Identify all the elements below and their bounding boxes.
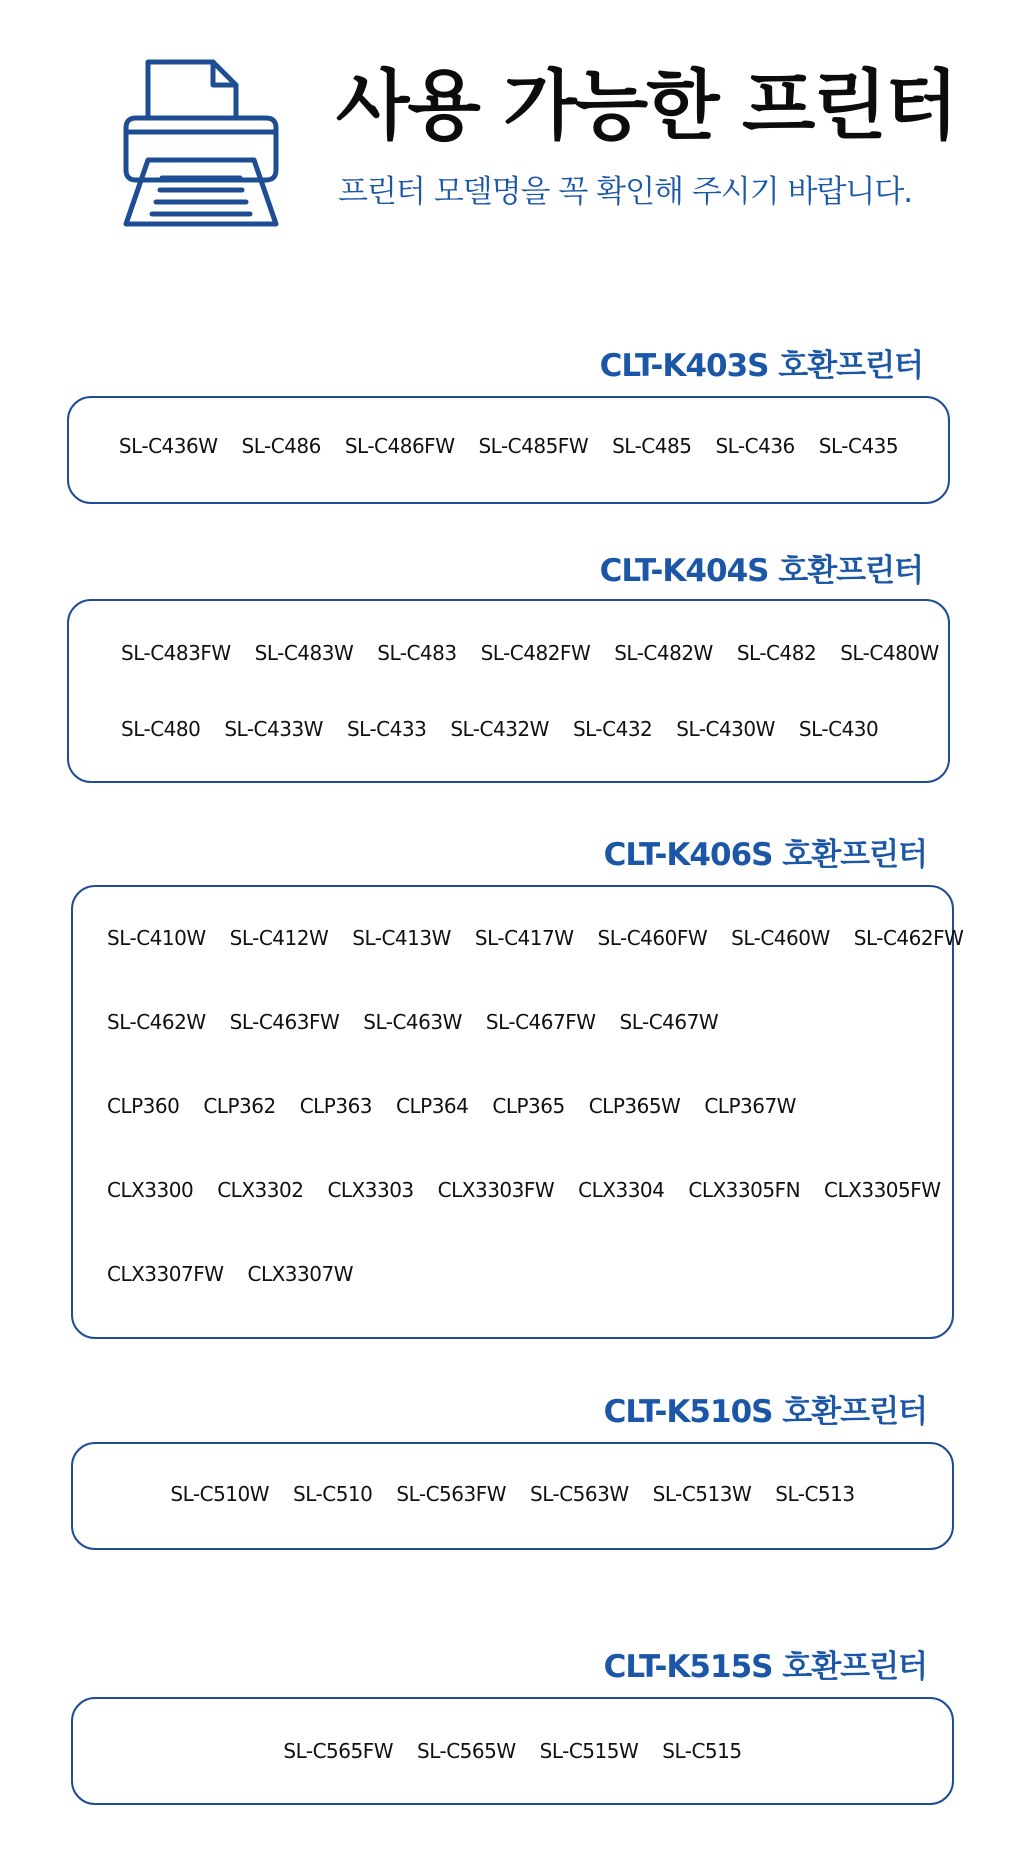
printer-model: SL-C486FW	[344, 434, 455, 458]
printer-model: SL-C485	[612, 434, 692, 458]
printer-model: SL-C410W	[107, 926, 206, 950]
printer-model: SL-C430	[798, 717, 879, 741]
printer-row	[73, 1178, 952, 1202]
section-title: CLT-K515S 호환프린터	[603, 1649, 927, 1685]
printer-model: CLX3302	[217, 1178, 304, 1202]
printer-model: SL-C436	[715, 434, 795, 458]
printer-model: SL-C486	[241, 434, 321, 458]
printer-row	[73, 1262, 952, 1286]
printer-model: SL-C436W	[118, 434, 218, 458]
printer-model: SL-C432W	[450, 717, 549, 741]
printer-model: SL-C513W	[652, 1482, 752, 1506]
printer-model: SL-C460W	[731, 926, 830, 950]
printer-model: SL-C463W	[363, 1010, 462, 1034]
printer-list-box	[67, 396, 950, 504]
printer-icon	[118, 58, 284, 228]
section-clt-k515s	[0, 1647, 1015, 1807]
printer-model: SL-C510W	[170, 1482, 270, 1506]
printer-row	[73, 1739, 952, 1763]
printer-model: SL-C462FW	[853, 926, 964, 950]
printer-model: SL-C463FW	[229, 1010, 340, 1034]
printer-model: SL-C413W	[352, 926, 451, 950]
printer-model: CLP364	[396, 1094, 469, 1118]
printer-model: SL-C563FW	[396, 1482, 506, 1506]
printer-model: SL-C433W	[224, 717, 323, 741]
printer-model: SL-C483FW	[121, 641, 231, 665]
section-title: CLT-K404S 호환프린터	[599, 553, 923, 589]
page-title: 사용 가능한 프린터	[336, 61, 957, 150]
printer-list-box	[71, 885, 964, 1339]
printer-row	[69, 434, 948, 458]
section-clt-k406s	[0, 835, 1015, 1343]
printer-model: SL-C483W	[254, 641, 354, 665]
printer-model: SL-C563W	[530, 1482, 629, 1506]
section-clt-k403s	[0, 346, 1015, 506]
printer-model: CLP365W	[588, 1094, 681, 1118]
printer-row	[73, 926, 964, 950]
printer-model: SL-C430W	[676, 717, 775, 741]
printer-model: SL-C433	[346, 717, 427, 741]
printer-model: SL-C482	[736, 641, 817, 665]
section-title: CLT-K510S 호환프린터	[603, 1394, 927, 1430]
header	[0, 0, 1015, 260]
printer-model: SL-C483	[377, 641, 457, 665]
printer-model: SL-C432	[572, 717, 653, 741]
printer-model: CLP367W	[704, 1094, 796, 1118]
printer-row	[73, 1482, 952, 1506]
printer-model: CLP362	[203, 1094, 276, 1118]
printer-model: CLX3304	[578, 1178, 665, 1202]
section-title: CLT-K406S 호환프린터	[603, 837, 927, 873]
printer-model: SL-C513	[775, 1482, 855, 1506]
printer-model: SL-C462W	[107, 1010, 206, 1034]
printer-row	[69, 717, 948, 741]
printer-model: SL-C485FW	[478, 434, 589, 458]
page-subtitle: 프린터 모델명을 꼭 확인해 주시기 바랍니다.	[338, 174, 913, 210]
printer-model: CLX3305FN	[688, 1178, 801, 1202]
printer-model: CLP363	[299, 1094, 373, 1118]
printer-model: SL-C482W	[614, 641, 713, 665]
printer-model: SL-C482FW	[480, 641, 591, 665]
printer-model: CLX3303	[327, 1178, 414, 1202]
printer-model: CLX3307FW	[107, 1262, 224, 1286]
printer-row	[73, 1010, 952, 1034]
printer-model: SL-C480W	[840, 641, 939, 665]
printer-model: SL-C460FW	[597, 926, 708, 950]
printer-model: CLX3300	[107, 1178, 194, 1202]
printer-model: SL-C435	[818, 434, 899, 458]
printer-model: SL-C515	[662, 1739, 742, 1763]
section-title: CLT-K403S 호환프린터	[599, 348, 923, 384]
printer-model: SL-C565FW	[283, 1739, 394, 1763]
printer-model: CLX3303FW	[437, 1178, 555, 1202]
printer-model: SL-C412W	[229, 926, 329, 950]
printer-model: CLX3307W	[247, 1262, 353, 1286]
printer-list-box	[71, 1442, 954, 1550]
section-clt-k510s	[0, 1392, 1015, 1552]
printer-model: SL-C417W	[474, 926, 574, 950]
printer-list-box	[71, 1697, 954, 1805]
printer-row	[69, 641, 948, 665]
printer-model: SL-C467FW	[485, 1010, 596, 1034]
printer-model: SL-C467W	[619, 1010, 719, 1034]
printer-model: SL-C480	[121, 717, 201, 741]
printer-row	[73, 1094, 952, 1118]
printer-model: SL-C565W	[417, 1739, 516, 1763]
printer-model: SL-C510	[293, 1482, 373, 1506]
printer-model: CLP360	[107, 1094, 180, 1118]
printer-list-box	[67, 599, 950, 783]
printer-model: CLX3305FW	[824, 1178, 941, 1202]
section-clt-k404s	[0, 551, 1015, 787]
printer-model: CLP365	[492, 1094, 565, 1118]
printer-model: SL-C515W	[539, 1739, 639, 1763]
